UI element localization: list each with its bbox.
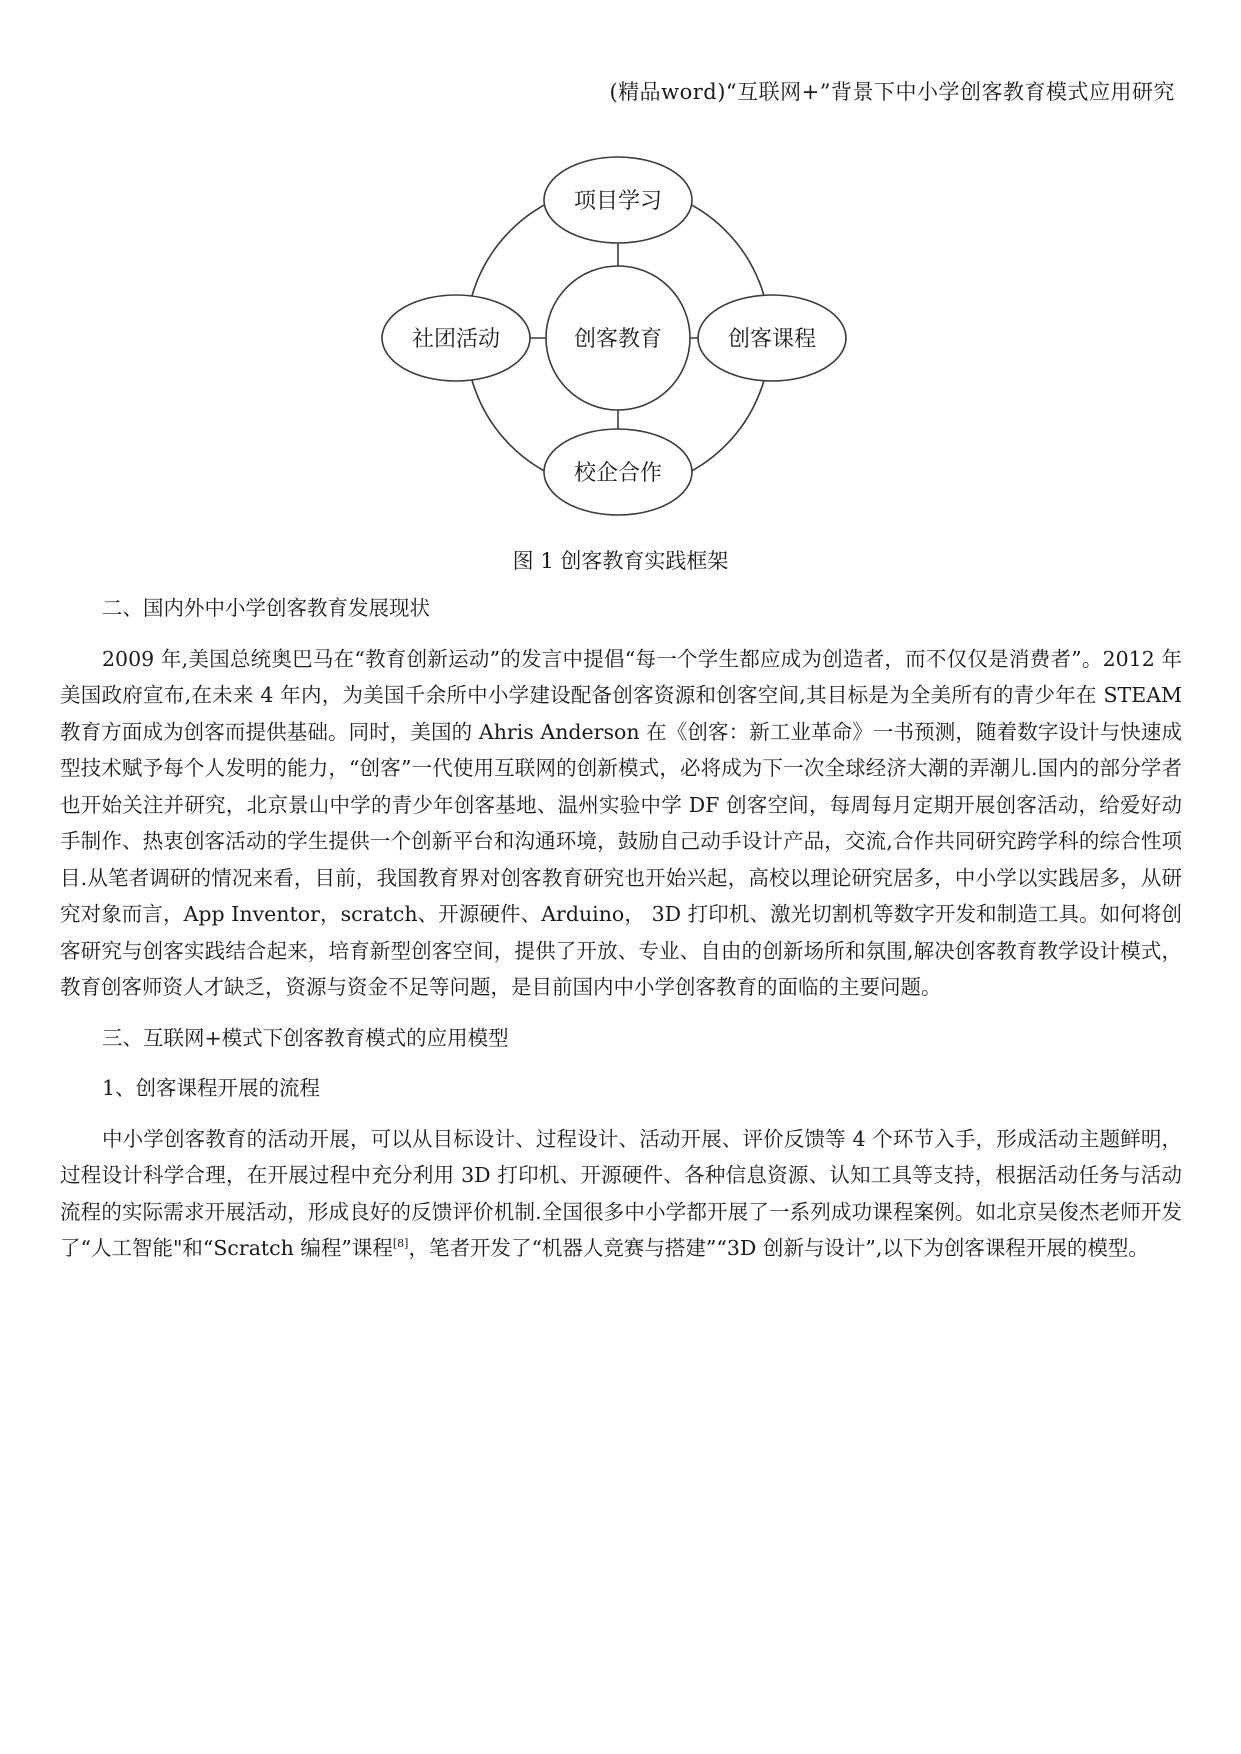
section-3-heading: 三、互联网+模式下创客教育模式的应用模型 (102, 1025, 509, 1050)
node-bottom-label: 校企合作 (573, 461, 663, 486)
node-top-label: 项目学习 (573, 189, 663, 214)
section-3-paragraph-text-b: ，笔者开发了“机器人竞赛与搭建”“3D 创新与设计”,以下为创客课程开展的模型。 (408, 1236, 1149, 1260)
document-body (60, 590, 1182, 1281)
node-right-label: 创客课程 (727, 327, 817, 352)
section-3-subheading: 1、创客课程开展的流程 (102, 1076, 321, 1100)
page-header-title: (精品word)“互联网+”背景下中小学创客教育模式应用研究 (609, 80, 1175, 104)
framework-diagram (0, 140, 1241, 540)
figure-caption: 图 1 创客教育实践框架 (512, 549, 729, 573)
section-2-paragraph: 2009 年,美国总统奥巴马在“教育创新运动”的发言中提倡“每一个学生都应成为创造者，而不仅仅是消费者”。2012 年美国政府宣布,在未来 4 年内，为美国千余所中小学建设配备创客资源和创客空间,其目标是为全美所有的青少年在 STEAM 教育方面成为创客而提供基础。同时，美国的 Ahris Anderson 在《创客：新工业革命》一书预测，随着数字设计与快速成型技术赋予每个人发明的能力，“创客”一代使用互联网的创新模式，必将成为下一次全球经济大潮的弄潮儿.国内的部分学者也开始关注并研究，北京景山中学的青少年创客基地、温州实验中学 DF 创客空间，每周每月定期开展创客活动，给爱好动手制作、热衷创客活动的学生提供一个创新平台和沟通环境，鼓励自己动手设计产品，交流,合作共同研究跨学科的综合性项目.从笔者调研的情况来看，目前，我国教育界对创客教育研究也开始兴起，高校以理论研究居多，中小学以实践居多，从研究对象而言，App Inventor，scratch、开源硬件、Arduino， 3D 打印机、激光切割机等数字开发和制造工具。如何将创客研究与创客实践结合起来，培育新型创客空间，提供了开放、专业、自由的创新场所和氛围,解决创客教育教学设计模式，教育创客师资人才缺乏，资源与资金不足等问题，是目前国内中小学创客教育的面临的主要问题。 (60, 646, 1182, 999)
section-2-heading: 二、国内外中小学创客教育发展现状 (102, 596, 430, 620)
section-3-paragraph (60, 1121, 1182, 1267)
node-center-label: 创客教育 (573, 327, 663, 352)
section-3-paragraph-text-a: 中小学创客教育的活动开展，可以从目标设计、过程设计、活动开展、评价反馈等 4 个环节入手，形成活动主题鲜明，过程设计科学合理，在开展过程中充分利用 3D 打印机、开源硬件、各种信息资源、认知工具等支持，根据活动任务与活动流程的实际需求开展活动，形成良好的反馈评价机制.全国很多中小学都开展了一系列成功课程案例。如北京吴俊杰老师开发了“人工智能"和“Scratch 编程”课程 (60, 1126, 1182, 1260)
citation-ref: [8] (392, 1237, 409, 1251)
node-left-label: 社团活动 (411, 327, 501, 352)
